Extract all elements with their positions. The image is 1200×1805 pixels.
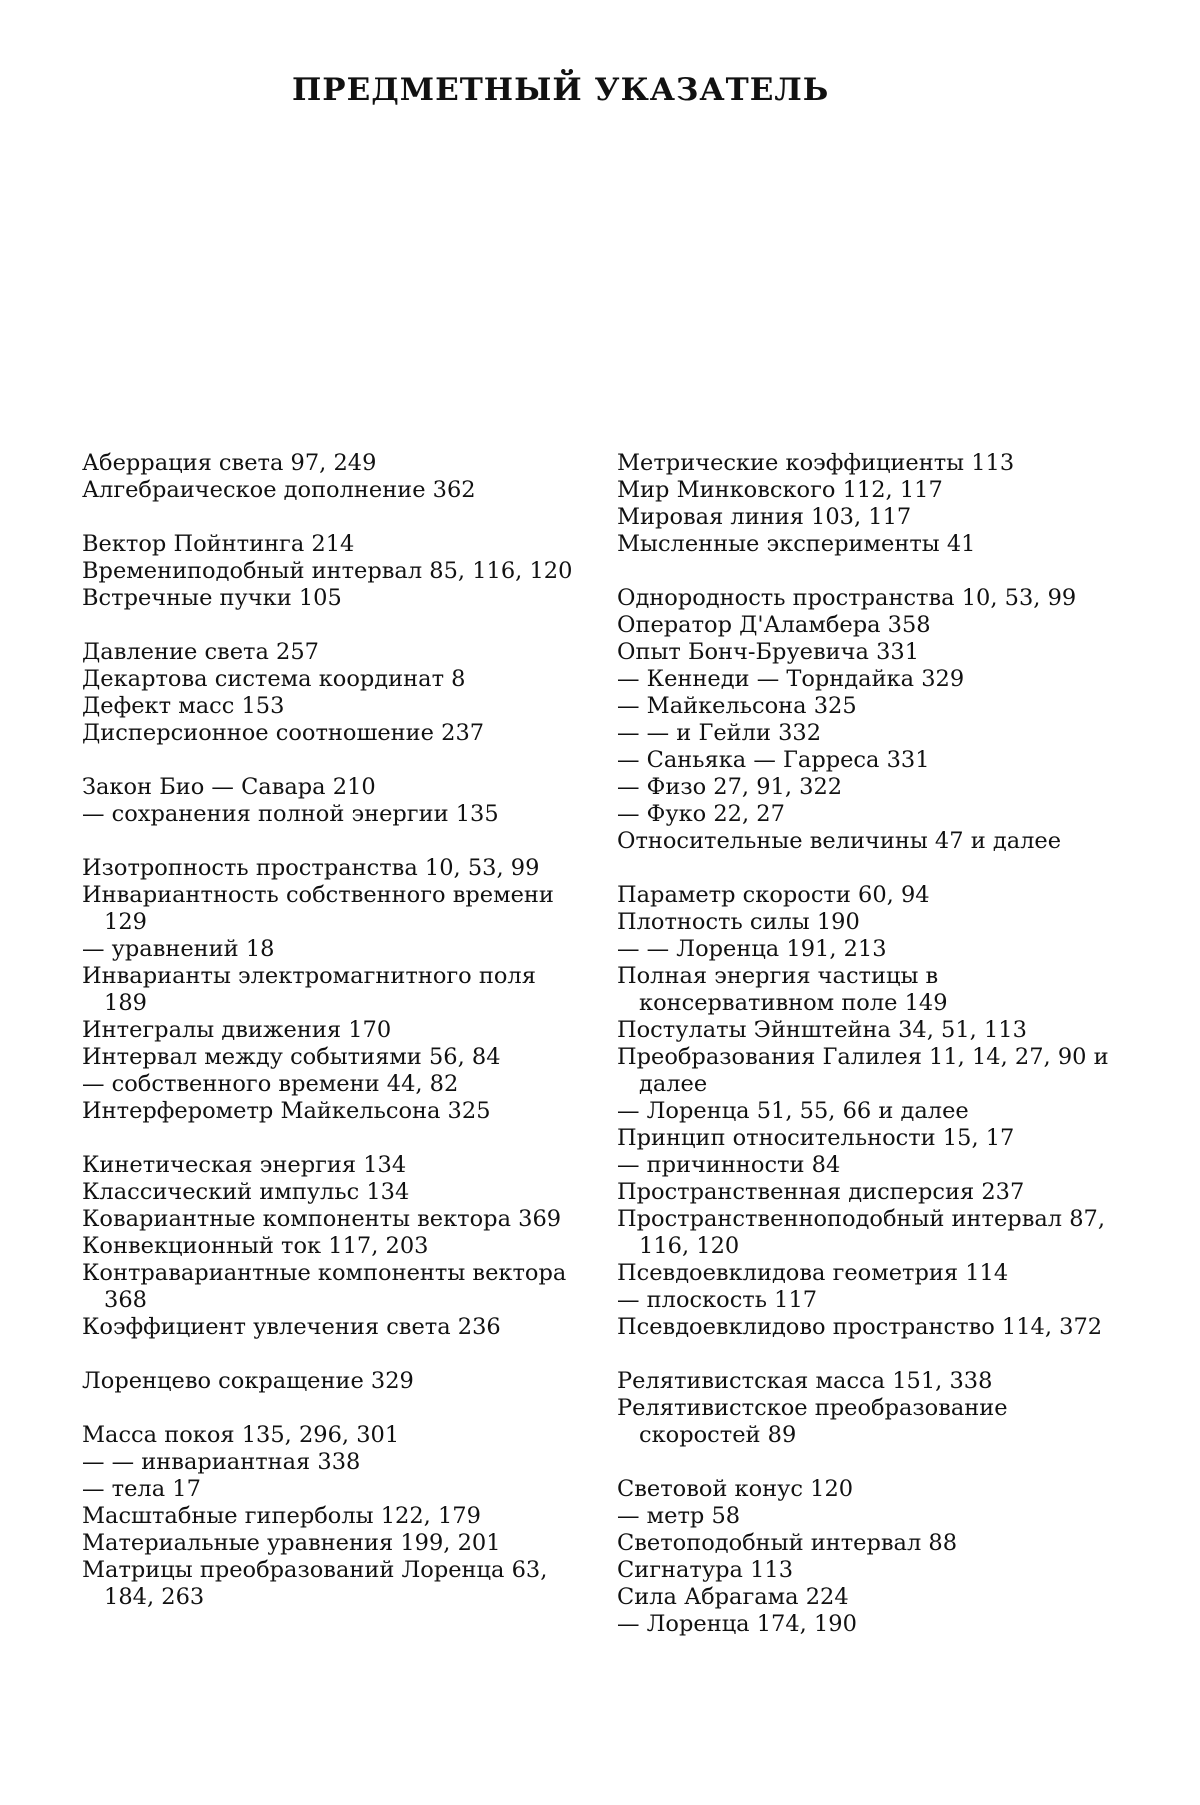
index-entry: Инвариантность собственного времени 129 [82,882,554,935]
index-letter-group [617,1476,1117,1638]
index-letter-group [617,450,1117,558]
index-entry: Оператор Д'Аламбера 358 [617,612,931,638]
index-entry: Классический импульс 134 [82,1179,410,1205]
index-entry: Преобразования Галилея 11, 14, 27, 90 и далее [617,1044,1109,1097]
index-entry: Вектор Пойнтинга 214 [82,531,355,557]
index-entry: — тела 17 [82,1476,201,1502]
index-entry: Мировая линия 103, 117 [617,504,912,530]
index-letter-group [82,1152,582,1341]
index-entry: Псевдоевклидово пространство 114, 372 [617,1314,1103,1340]
index-letter-group [82,774,582,828]
index-entry: — Физо 27, 91, 322 [617,774,843,800]
index-entry: — Саньяка — Гарреса 331 [617,747,930,773]
index-entry: Материальные уравнения 199, 201 [82,1530,501,1556]
index-entry: — — Лоренца 191, 213 [617,936,887,962]
index-entry: Дефект масс 153 [82,693,285,719]
index-entry: Мир Минковского 112, 117 [617,477,943,503]
index-entry: Интегралы движения 170 [82,1017,392,1043]
index-entry: Псевдоевклидова геометрия 114 [617,1260,1009,1286]
index-entry: Постулаты Эйнштейна 34, 51, 113 [617,1017,1027,1043]
index-entry: — уравнений 18 [82,936,275,962]
index-entry: — Кеннеди — Торндайка 329 [617,666,965,692]
index-entry: Интервал между событиями 56, 84 [82,1044,501,1070]
index-entry: — — инвариантная 338 [82,1449,361,1475]
index-entry: — Фуко 22, 27 [617,801,785,827]
index-letter-group [617,882,1117,1341]
index-entry: — Лоренца 174, 190 [617,1611,857,1637]
index-entry: Относительные величины 47 и далее [617,828,1062,854]
index-entry: — Майкельсона 325 [617,693,857,719]
index-entry: Коэффициент увлечения света 236 [82,1314,501,1340]
index-entry: Лоренцево сокращение 329 [82,1368,414,1394]
index-entry: Мысленные эксперименты 41 [617,531,976,557]
index-entry: Закон Био — Савара 210 [82,774,376,800]
index-entry: Давление света 257 [82,639,319,665]
index-letter-group [82,855,582,1125]
index-entry: Световой конус 120 [617,1476,854,1502]
index-entry: Однородность пространства 10, 53, 99 [617,585,1077,611]
index-entry: Принцип относительности 15, 17 [617,1125,1015,1151]
index-entry: Интерферометр Майкельсона 325 [82,1098,491,1124]
index-letter-group [82,531,582,612]
index-entry: Светоподобный интервал 88 [617,1530,958,1556]
index-entry: Метрические коэффициенты 113 [617,450,1015,476]
index-entry: Времениподобный интервал 85, 116, 120 [82,558,573,584]
index-letter-group [82,1422,582,1611]
index-entry: — — и Гейли 332 [617,720,822,746]
index-letter-group [617,585,1117,855]
index-entry: Параметр скорости 60, 94 [617,882,930,908]
index-entry: Встречные пучки 105 [82,585,342,611]
index-entry: Ковариантные компоненты вектора 369 [82,1206,562,1232]
index-entry: Масштабные гиперболы 122, 179 [82,1503,481,1529]
index-letter-group [617,1368,1117,1449]
index-entry: Инварианты электромагнитного поля 189 [82,963,536,1016]
index-entry: Сигнатура 113 [617,1557,794,1583]
index-entry: Пространственная дисперсия 237 [617,1179,1025,1205]
index-entry: Релятивистское преобразование скоростей 89 [617,1395,1008,1448]
index-entry: — причинности 84 [617,1152,841,1178]
index-entry: Аберрация света 97, 249 [82,450,377,476]
index-letter-group [82,1368,582,1395]
index-entry: Опыт Бонч-Бруевича 331 [617,639,920,665]
index-column-left [82,450,582,1638]
index-entry: — метр 58 [617,1503,741,1529]
index-entry: Масса покоя 135, 296, 301 [82,1422,400,1448]
index-entry: Пространственноподобный интервал 87, 116, 120 [617,1206,1106,1259]
index-entry: Полная энергия частицы в консервативном поле 149 [617,963,948,1016]
page-title: ПРЕДМЕТНЫЙ УКАЗАТЕЛЬ [292,72,830,108]
index-entry: Конвекционный ток 117, 203 [82,1233,429,1259]
index-letter-group [82,450,582,504]
index-entry: Контравариантные компоненты вектора 368 [82,1260,567,1313]
index-entry: Декартова система координат 8 [82,666,466,692]
index-entry: Релятивистская масса 151, 338 [617,1368,993,1394]
index-entry: — сохранения полной энергии 135 [82,801,499,827]
index-entry: Изотропность пространства 10, 53, 99 [82,855,540,881]
index-entry: — Лоренца 51, 55, 66 и далее [617,1098,969,1124]
index-column-right [617,450,1117,1665]
index-entry: Матрицы преобразований Лоренца 63, 184, 263 [82,1557,548,1610]
index-entry: Сила Абрагама 224 [617,1584,849,1610]
index-entry: Кинетическая энергия 134 [82,1152,407,1178]
index-letter-group [82,639,582,747]
index-entry: — плоскость 117 [617,1287,818,1313]
index-entry: Алгебраическое дополнение 362 [82,477,476,503]
index-entry: Плотность силы 190 [617,909,860,935]
index-entry: — собственного времени 44, 82 [82,1071,459,1097]
index-entry: Дисперсионное соотношение 237 [82,720,485,746]
